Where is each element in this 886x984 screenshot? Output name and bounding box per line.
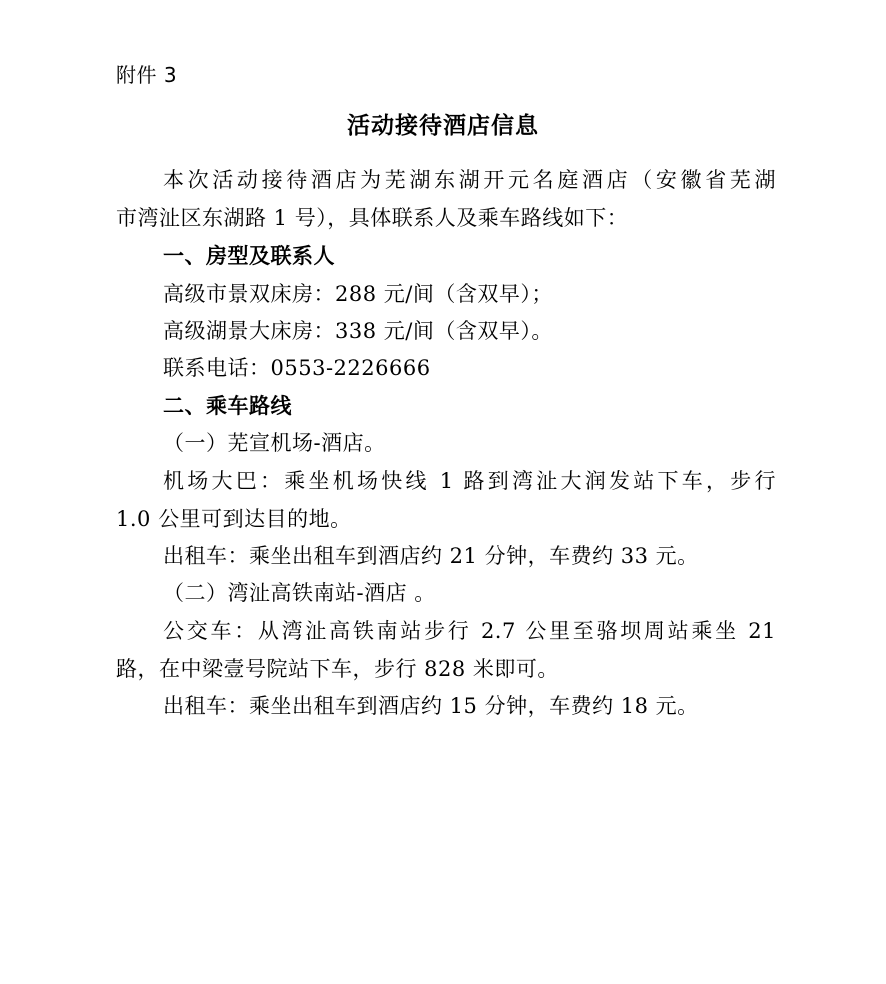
intro-line-1: 本次活动接待酒店为芜湖东湖开元名庭酒店（安徽省芜湖 (163, 168, 776, 192)
route-2-bus-line-2: 路，在中梁壹号院站下车，步行 828 米即可。 (116, 657, 559, 681)
room-type-twin: 高级市景双床房：288 元/间（含双早）； (163, 282, 553, 306)
attachment-label: 附件 3 (116, 63, 178, 87)
route-1-heading: （一）芜宣机场-酒店。 (163, 431, 386, 455)
route-2-heading: （二）湾沚高铁南站-酒店 。 (163, 581, 436, 605)
route-1-bus-line-1: 机场大巴：乘坐机场快线 1 路到湾沚大润发站下车，步行 (163, 469, 776, 493)
intro-line-2: 市湾沚区东湖路 1 号），具体联系人及乘车路线如下： (116, 206, 629, 230)
document-title: 活动接待酒店信息 (347, 113, 539, 139)
room-type-king: 高级湖景大床房：338 元/间（含双早）。 (163, 319, 553, 343)
route-1-bus-line-2: 1.0 公里可到达目的地。 (116, 507, 352, 531)
route-1-taxi: 出租车：乘坐出租车到酒店约 21 分钟，车费约 33 元。 (163, 544, 699, 568)
section-2-heading: 二、乘车路线 (163, 394, 292, 418)
route-2-bus-line-1: 公交车：从湾沚高铁南站步行 2.7 公里至骆坝周站乘坐 21 (163, 619, 776, 643)
route-2-taxi: 出租车：乘坐出租车到酒店约 15 分钟，车费约 18 元。 (163, 694, 699, 718)
section-1-heading: 一、房型及联系人 (163, 244, 335, 268)
contact-phone: 联系电话：0553-2226666 (163, 356, 431, 380)
